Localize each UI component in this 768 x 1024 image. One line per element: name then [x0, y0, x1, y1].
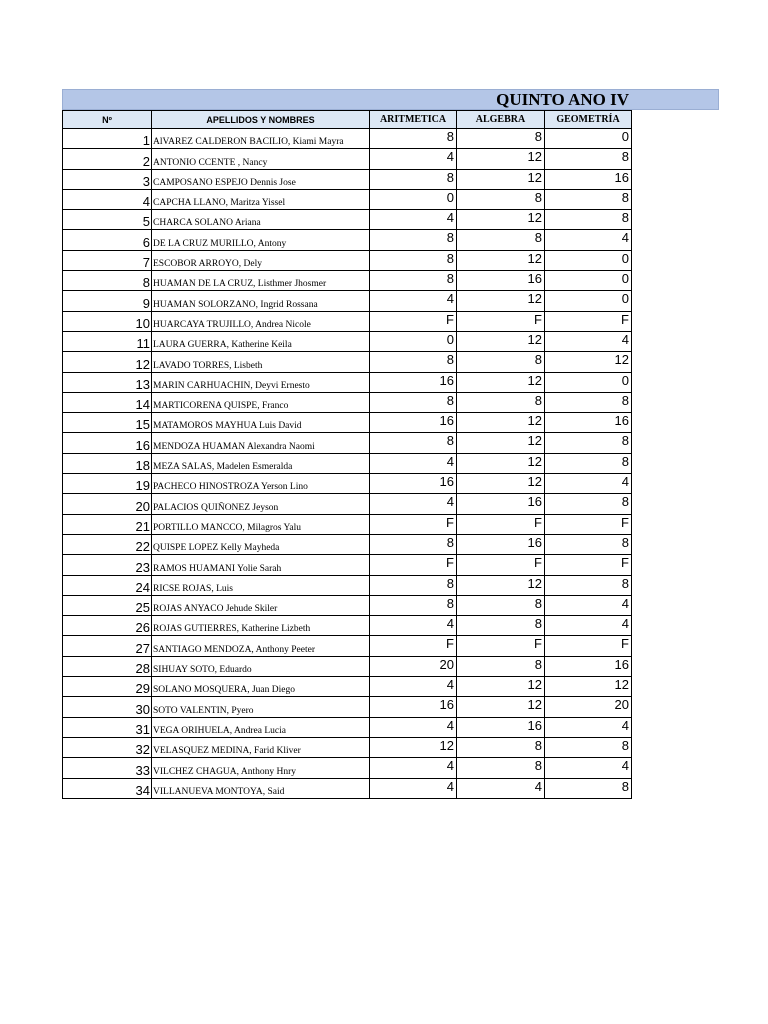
score-algebra[interactable]: 12 [457, 697, 545, 717]
score-aritmetica[interactable]: 12 [370, 737, 457, 757]
score-algebra[interactable]: 12 [457, 291, 545, 311]
student-name[interactable]: MATAMOROS MAYHUA Luis David [152, 413, 370, 433]
score-geometria[interactable]: 4 [545, 616, 632, 636]
row-number[interactable]: 6 [63, 230, 152, 250]
table-row [63, 271, 632, 291]
score-algebra[interactable]: 12 [457, 169, 545, 189]
score-geometria[interactable]: 8 [545, 575, 632, 595]
row-number[interactable]: 15 [63, 413, 152, 433]
row-number[interactable]: 33 [63, 758, 152, 778]
table-row [63, 331, 632, 351]
student-name[interactable]: VEGA ORIHUELA, Andrea Lucia [152, 717, 370, 737]
header-algebra[interactable]: ALGEBRA [457, 111, 545, 129]
student-name[interactable]: SOTO VALENTIN, Pyero [152, 697, 370, 717]
row-number[interactable]: 3 [63, 169, 152, 189]
student-name[interactable]: CAPCHA LLANO, Maritza Yissel [152, 189, 370, 209]
student-name[interactable]: AlVAREZ CALDERON BACILIO, Kiami Mayra [152, 129, 370, 149]
student-name[interactable]: PORTILLO MANCCO, Milagros Yalu [152, 514, 370, 534]
score-algebra[interactable]: 8 [457, 392, 545, 412]
score-geometria[interactable]: 12 [545, 677, 632, 697]
score-aritmetica[interactable]: 4 [370, 291, 457, 311]
table-row [63, 595, 632, 615]
score-geometria[interactable]: 4 [545, 331, 632, 351]
table-row [63, 291, 632, 311]
table-row [63, 494, 632, 514]
table-row [63, 453, 632, 473]
student-name[interactable]: ESCOBOR ARROYO, Dely [152, 250, 370, 270]
score-algebra[interactable]: 8 [457, 595, 545, 615]
score-algebra[interactable]: 16 [457, 494, 545, 514]
score-geometria[interactable]: 16 [545, 413, 632, 433]
score-aritmetica[interactable]: F [370, 636, 457, 656]
table-row [63, 372, 632, 392]
row-number[interactable]: 2 [63, 149, 152, 169]
score-geometria[interactable]: 0 [545, 372, 632, 392]
student-name[interactable]: VELASQUEZ MEDINA, Farid Kliver [152, 737, 370, 757]
row-number[interactable]: 20 [63, 494, 152, 514]
row-number[interactable]: 12 [63, 352, 152, 372]
row-number[interactable]: 4 [63, 189, 152, 209]
student-name[interactable]: CAMPOSANO ESPEJO Dennis Jose [152, 169, 370, 189]
student-name[interactable]: CHARCA SOLANO Ariana [152, 210, 370, 230]
score-geometria[interactable]: 0 [545, 271, 632, 291]
score-algebra[interactable]: 12 [457, 149, 545, 169]
score-aritmetica[interactable]: 16 [370, 372, 457, 392]
score-algebra[interactable]: 12 [457, 433, 545, 453]
score-algebra[interactable]: 12 [457, 453, 545, 473]
score-aritmetica[interactable]: 8 [370, 169, 457, 189]
header-aritmetica[interactable]: ARITMETICA [370, 111, 457, 129]
row-number[interactable]: 13 [63, 372, 152, 392]
row-number[interactable]: 22 [63, 534, 152, 554]
table-row [63, 474, 632, 494]
score-algebra[interactable]: F [457, 555, 545, 575]
score-geometria[interactable]: 16 [545, 656, 632, 676]
row-number[interactable]: 23 [63, 555, 152, 575]
score-algebra[interactable]: 8 [457, 189, 545, 209]
row-number[interactable]: 7 [63, 250, 152, 270]
table-row [63, 129, 632, 149]
table-row [63, 352, 632, 372]
student-name[interactable]: MENDOZA HUAMAN Alexandra Naomi [152, 433, 370, 453]
score-algebra[interactable]: 4 [457, 778, 545, 798]
student-name[interactable]: ROJAS GUTIERRES, Katherine Lizbeth [152, 616, 370, 636]
table-row [63, 311, 632, 331]
score-geometria[interactable]: 16 [545, 169, 632, 189]
score-aritmetica[interactable]: 8 [370, 575, 457, 595]
student-name[interactable]: PACHECO HINOSTROZA Yerson Lino [152, 474, 370, 494]
table-row [63, 149, 632, 169]
score-aritmetica[interactable]: 4 [370, 677, 457, 697]
row-number[interactable]: 18 [63, 453, 152, 473]
score-geometria[interactable]: 4 [545, 230, 632, 250]
score-algebra[interactable]: 12 [457, 575, 545, 595]
score-aritmetica[interactable]: 4 [370, 758, 457, 778]
student-name[interactable]: HUAMAN SOLORZANO, Ingrid Rossana [152, 291, 370, 311]
score-geometria[interactable]: 8 [545, 433, 632, 453]
student-name[interactable]: PALACIOS QUIÑONEZ Jeyson [152, 494, 370, 514]
student-name[interactable]: HUARCAYA TRUJILLO, Andrea Nicole [152, 311, 370, 331]
student-name[interactable]: HUAMAN DE LA CRUZ, Listhmer Jhosmer [152, 271, 370, 291]
score-geometria[interactable]: 8 [545, 534, 632, 554]
score-algebra[interactable]: 12 [457, 677, 545, 697]
row-number[interactable]: 25 [63, 595, 152, 615]
score-aritmetica[interactable]: 8 [370, 595, 457, 615]
row-number[interactable]: 30 [63, 697, 152, 717]
student-name[interactable]: QUISPE LOPEZ Kelly Mayheda [152, 534, 370, 554]
score-geometria[interactable]: 8 [545, 189, 632, 209]
score-aritmetica[interactable]: 8 [370, 433, 457, 453]
header-geometria[interactable]: GEOMETRÍA [545, 111, 632, 129]
score-aritmetica[interactable]: 16 [370, 697, 457, 717]
table-row [63, 697, 632, 717]
row-number[interactable]: 14 [63, 392, 152, 412]
student-name[interactable]: RAMOS HUAMANI Yolie Sarah [152, 555, 370, 575]
row-number[interactable]: 11 [63, 331, 152, 351]
table-row [63, 555, 632, 575]
score-algebra[interactable]: F [457, 311, 545, 331]
score-algebra[interactable]: 12 [457, 210, 545, 230]
table-row [63, 737, 632, 757]
score-geometria[interactable]: F [545, 311, 632, 331]
score-algebra[interactable]: 8 [457, 616, 545, 636]
table-row [63, 433, 632, 453]
score-geometria[interactable]: 8 [545, 392, 632, 412]
score-geometria[interactable]: F [545, 636, 632, 656]
row-number[interactable]: 26 [63, 616, 152, 636]
score-algebra[interactable]: 12 [457, 413, 545, 433]
score-aritmetica[interactable]: 0 [370, 331, 457, 351]
score-algebra[interactable]: 16 [457, 534, 545, 554]
table-row [63, 717, 632, 737]
score-aritmetica[interactable]: 4 [370, 149, 457, 169]
score-aritmetica[interactable]: 8 [370, 250, 457, 270]
table-row [63, 230, 632, 250]
student-name[interactable]: ROJAS ANYACO Jehude Skiler [152, 595, 370, 615]
score-geometria[interactable]: 8 [545, 149, 632, 169]
score-algebra[interactable]: 8 [457, 758, 545, 778]
score-aritmetica[interactable]: F [370, 555, 457, 575]
score-aritmetica[interactable]: 4 [370, 778, 457, 798]
score-algebra[interactable]: 8 [457, 230, 545, 250]
row-number[interactable]: 10 [63, 311, 152, 331]
score-algebra[interactable]: F [457, 636, 545, 656]
score-geometria[interactable]: 4 [545, 717, 632, 737]
student-name[interactable]: MEZA SALAS, Madelen Esmeralda [152, 453, 370, 473]
score-geometria[interactable]: 12 [545, 352, 632, 372]
student-name[interactable]: SOLANO MOSQUERA, Juan Diego [152, 677, 370, 697]
score-geometria[interactable]: 4 [545, 595, 632, 615]
score-algebra[interactable]: 12 [457, 250, 545, 270]
score-algebra[interactable]: F [457, 514, 545, 534]
row-number[interactable]: 31 [63, 717, 152, 737]
score-aritmetica[interactable]: F [370, 514, 457, 534]
table-row [63, 677, 632, 697]
table-row [63, 575, 632, 595]
student-name[interactable]: ANTONIO CCENTE , Nancy [152, 149, 370, 169]
sheet-title: QUINTO ANO IV [496, 90, 629, 109]
score-aritmetica[interactable]: 4 [370, 210, 457, 230]
table-row [63, 413, 632, 433]
table-row [63, 616, 632, 636]
score-geometria[interactable]: 4 [545, 474, 632, 494]
score-aritmetica[interactable]: 0 [370, 189, 457, 209]
table-row [63, 169, 632, 189]
row-number[interactable]: 19 [63, 474, 152, 494]
score-geometria[interactable]: 0 [545, 291, 632, 311]
header-names[interactable]: APELLIDOS Y NOMBRES [152, 111, 370, 129]
score-aritmetica[interactable]: 16 [370, 413, 457, 433]
row-number[interactable]: 16 [63, 433, 152, 453]
score-algebra[interactable]: 8 [457, 129, 545, 149]
table-row [63, 758, 632, 778]
score-geometria[interactable]: 8 [545, 210, 632, 230]
row-number[interactable]: 5 [63, 210, 152, 230]
score-algebra[interactable]: 8 [457, 656, 545, 676]
score-geometria[interactable]: F [545, 555, 632, 575]
title-band [62, 89, 719, 110]
score-aritmetica[interactable]: 4 [370, 717, 457, 737]
score-algebra[interactable]: 8 [457, 352, 545, 372]
table-row [63, 392, 632, 412]
student-name[interactable]: LAVADO TORRES, Lisbeth [152, 352, 370, 372]
table-row [63, 636, 632, 656]
score-geometria[interactable]: 8 [545, 453, 632, 473]
table-row [63, 778, 632, 798]
row-number[interactable]: 32 [63, 737, 152, 757]
score-aritmetica[interactable]: 8 [370, 271, 457, 291]
header-number[interactable]: Nº [63, 111, 152, 129]
score-geometria[interactable]: 0 [545, 250, 632, 270]
table-row [63, 250, 632, 270]
student-name[interactable]: VILLANUEVA MONTOYA, Said [152, 778, 370, 798]
student-name[interactable]: SIHUAY SOTO, Eduardo [152, 656, 370, 676]
score-aritmetica[interactable]: F [370, 311, 457, 331]
row-number[interactable]: 8 [63, 271, 152, 291]
student-name[interactable]: SANTIAGO MENDOZA, Anthony Peeter [152, 636, 370, 656]
score-geometria[interactable]: 4 [545, 758, 632, 778]
score-geometria[interactable]: 8 [545, 778, 632, 798]
table-row [63, 189, 632, 209]
table-row [63, 514, 632, 534]
score-geometria[interactable]: F [545, 514, 632, 534]
row-number[interactable]: 28 [63, 656, 152, 676]
score-geometria[interactable]: 8 [545, 737, 632, 757]
grades-table [62, 110, 632, 799]
table-row [63, 210, 632, 230]
score-aritmetica[interactable]: 20 [370, 656, 457, 676]
header-row [63, 111, 632, 129]
score-aritmetica[interactable]: 16 [370, 474, 457, 494]
table-row [63, 656, 632, 676]
score-algebra[interactable]: 16 [457, 271, 545, 291]
row-number[interactable]: 27 [63, 636, 152, 656]
row-number[interactable]: 1 [63, 129, 152, 149]
row-number[interactable]: 34 [63, 778, 152, 798]
score-algebra[interactable]: 8 [457, 737, 545, 757]
score-aritmetica[interactable]: 8 [370, 352, 457, 372]
student-name[interactable]: RICSE ROJAS, Luis [152, 575, 370, 595]
score-aritmetica[interactable]: 8 [370, 534, 457, 554]
score-algebra[interactable]: 16 [457, 717, 545, 737]
student-name[interactable]: MARIN CARHUACHIN, Deyvi Ernesto [152, 372, 370, 392]
score-geometria[interactable]: 20 [545, 697, 632, 717]
score-aritmetica[interactable]: 8 [370, 230, 457, 250]
student-name[interactable]: MARTICORENA QUISPE, Franco [152, 392, 370, 412]
score-aritmetica[interactable]: 8 [370, 392, 457, 412]
score-geometria[interactable]: 0 [545, 129, 632, 149]
score-algebra[interactable]: 12 [457, 372, 545, 392]
row-number[interactable]: 29 [63, 677, 152, 697]
row-number[interactable]: 9 [63, 291, 152, 311]
row-number[interactable]: 24 [63, 575, 152, 595]
score-aritmetica[interactable]: 4 [370, 494, 457, 514]
score-aritmetica[interactable]: 4 [370, 453, 457, 473]
student-name[interactable]: LAURA GUERRA, Katherine Keila [152, 331, 370, 351]
student-name[interactable]: VILCHEZ CHAGUA, Anthony Hnry [152, 758, 370, 778]
row-number[interactable]: 21 [63, 514, 152, 534]
student-name[interactable]: DE LA CRUZ MURILLO, Antony [152, 230, 370, 250]
score-aritmetica[interactable]: 4 [370, 616, 457, 636]
score-geometria[interactable]: 8 [545, 494, 632, 514]
score-aritmetica[interactable]: 8 [370, 129, 457, 149]
score-algebra[interactable]: 12 [457, 474, 545, 494]
table-row [63, 534, 632, 554]
score-algebra[interactable]: 12 [457, 331, 545, 351]
